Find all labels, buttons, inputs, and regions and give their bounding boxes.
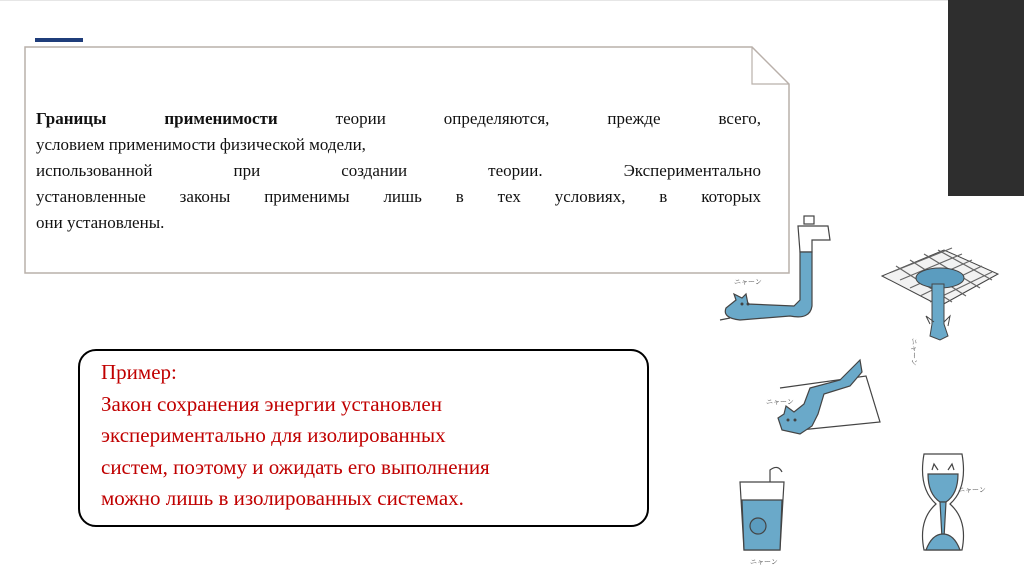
ledge-cat-icon [766,360,880,434]
example-line-3: систем, поэтому и ожидать его выполнения [101,454,490,479]
sidebar-block [948,0,1024,196]
cat-sound-label-1: ニャーン [734,278,762,286]
definition-line-2: условием применимости физической модели, [36,135,366,154]
title-accent-bar [35,38,83,42]
hourglass-cat-icon [923,454,986,550]
drain-cat-icon [882,248,998,366]
liquid-cats-illustration [700,208,1010,574]
example-line-1: Закон сохранения энергии установлен [101,391,442,416]
definition-line-3: использованной при создании теории. Экспериментально [36,161,761,180]
glass-cat-icon [740,467,784,566]
definition-line-4: установленные законы применимы лишь в тех условиях, в которых [36,187,761,206]
example-line-2: экспериментально для изолированных [101,423,446,447]
faucet-cat-icon [720,216,830,320]
definition-text [36,106,761,236]
cat-sound-label-3: ニャーン [766,398,794,406]
example-line-4: можно лишь в изолированных системах. [101,486,464,510]
cat-sound-label-4: ニャーン [750,558,778,566]
definition-line-5: они установлены. [36,213,165,232]
definition-line-1: теории определяются, прежде всего, [277,109,761,128]
example-text [101,357,641,515]
example-heading: Пример: [101,360,177,384]
cat-sound-label-2: ニャーン [910,338,918,366]
definition-bold-lead: Границы применимости [36,109,278,128]
top-divider [0,0,948,1]
cat-sound-label-5: ニャーン [958,486,986,494]
